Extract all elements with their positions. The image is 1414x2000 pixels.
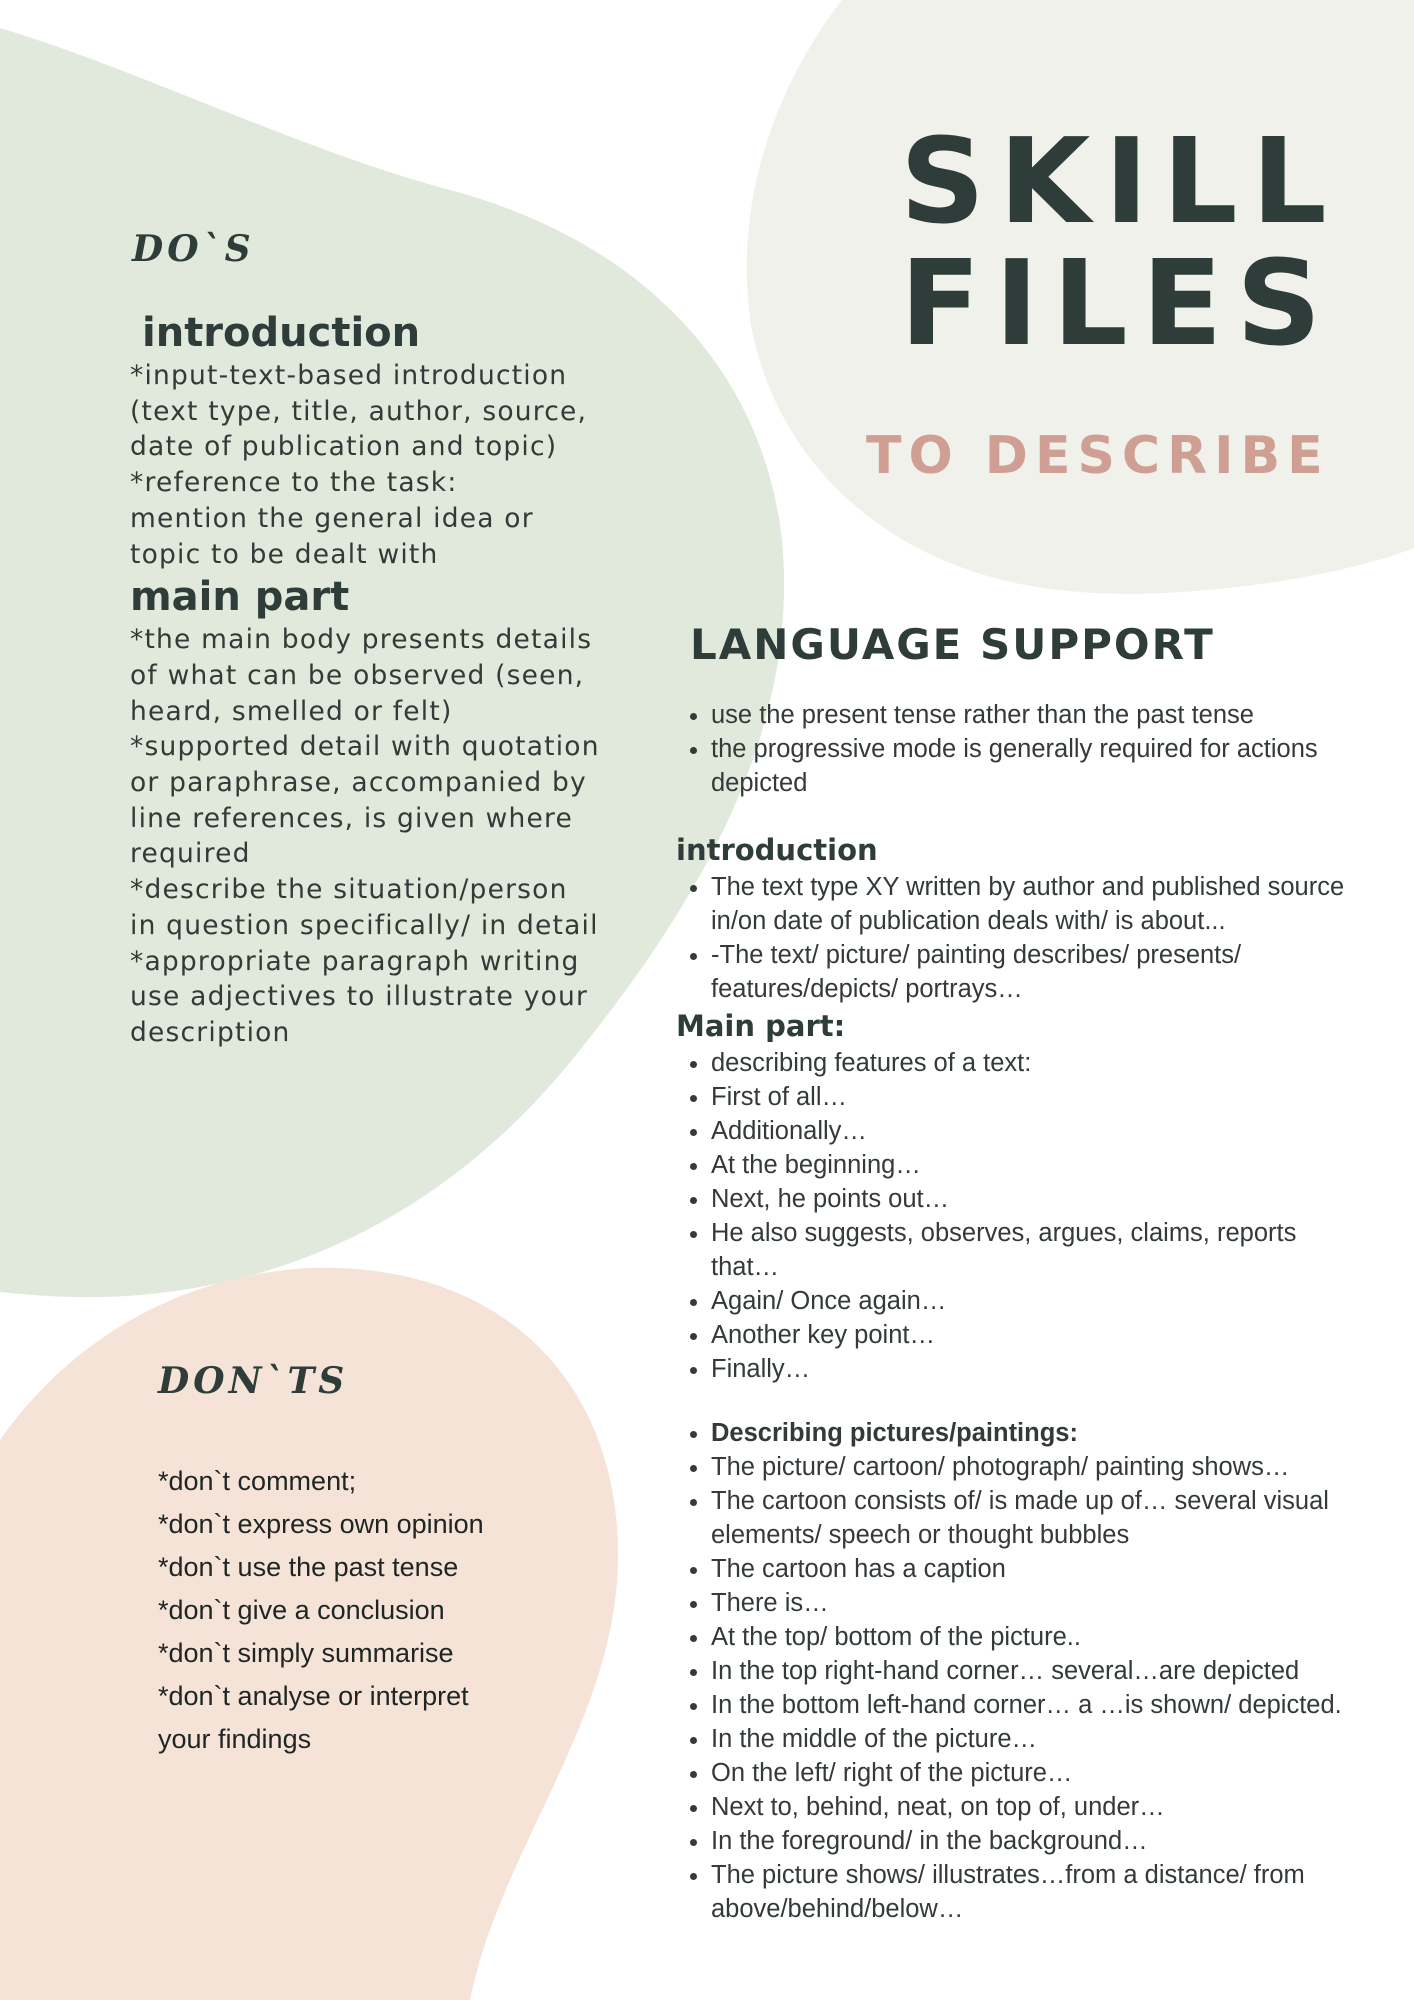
dos-main-line: *the main body presents details bbox=[130, 624, 593, 656]
dos-intro-line: (text type, title, author, source, bbox=[130, 395, 588, 427]
list-item: • The picture/ cartoon/ photograph/ painting shows… bbox=[711, 1450, 1356, 1484]
list-item: • The text type XY written by author and published source in/on date of publication deals with/ is about... bbox=[711, 870, 1356, 938]
list-item: • The cartoon has a caption bbox=[711, 1552, 1356, 1586]
dos-main-line: *describe the situation/person bbox=[130, 874, 568, 906]
list-item: • In the bottom left-hand corner… a …is shown/ depicted. bbox=[711, 1688, 1356, 1722]
list-item: • The picture shows/ illustrates…from a distance/ from above/behind/below… bbox=[711, 1858, 1356, 1926]
donts-item: *don`t analyse or interpret bbox=[158, 1681, 469, 1711]
list-item: • the progressive mode is generally required for actions depicted bbox=[711, 732, 1356, 800]
page-title bbox=[900, 112, 1370, 372]
dos-main-line: *supported detail with quotation bbox=[130, 731, 600, 763]
list-item: • describing features of a text: bbox=[711, 1046, 1356, 1080]
page-subtitle: TO DESCRIBE bbox=[866, 426, 1330, 486]
language-support-panel bbox=[676, 620, 1356, 1926]
language-main-heading: Main part: bbox=[676, 1009, 846, 1043]
dos-intro-line: *input-text-based introduction bbox=[130, 360, 568, 391]
donts-heading: DON`TS bbox=[158, 1360, 349, 1402]
list-item: • Next, he points out… bbox=[711, 1182, 1356, 1216]
list-item: • In the top right-hand corner… several…are depicted bbox=[711, 1654, 1356, 1688]
list-item: • At the top/ bottom of the picture.. bbox=[711, 1620, 1356, 1654]
dos-main-line: description bbox=[130, 1016, 291, 1048]
list-item: • At the beginning… bbox=[711, 1148, 1356, 1182]
donts-list bbox=[158, 1460, 578, 1761]
list-item: • In the middle of the picture… bbox=[711, 1722, 1356, 1756]
list-item: • The cartoon consists of/ is made up of… several visual elements/ speech or thought bubbles bbox=[711, 1484, 1356, 1552]
donts-panel bbox=[158, 1360, 578, 1761]
list-item: • -The text/ picture/ painting describes/ presents/ features/depicts/ portrays… bbox=[711, 938, 1356, 1006]
dos-main-line: or paraphrase, accompanied by bbox=[130, 767, 587, 799]
list-item: • In the foreground/ in the background… bbox=[711, 1824, 1356, 1858]
list-item: • Again/ Once again… bbox=[711, 1284, 1356, 1318]
intro-list bbox=[676, 870, 1356, 1006]
dos-main-line: *appropriate paragraph writing bbox=[130, 945, 580, 977]
language-intro-heading: introduction bbox=[676, 833, 878, 867]
list-item: • use the present tense rather than the past tense bbox=[711, 698, 1356, 732]
title-line-2: FILES bbox=[900, 234, 1336, 372]
pictures-list bbox=[676, 1416, 1356, 1926]
dos-intro-line: topic to be dealt with bbox=[130, 538, 439, 570]
dos-main-heading: main part bbox=[130, 574, 350, 621]
dos-main-line: heard, smelled or felt) bbox=[130, 695, 453, 727]
general-list bbox=[676, 698, 1356, 800]
donts-item: *don`t comment; bbox=[158, 1466, 357, 1496]
dos-main-line: of what can be observed (seen, bbox=[130, 659, 585, 691]
list-item: • On the left/ right of the picture… bbox=[711, 1756, 1356, 1790]
dos-intro-line: mention the general idea or bbox=[130, 502, 534, 534]
dos-heading: DO`S bbox=[132, 228, 255, 270]
dos-panel bbox=[130, 228, 600, 1051]
dos-main-line: required bbox=[130, 838, 251, 870]
dos-intro-line: *reference to the task: bbox=[130, 467, 458, 499]
list-item: • He also suggests, observes, argues, claims, reports that… bbox=[711, 1216, 1356, 1284]
dos-main-line: in question specifically/ in detail bbox=[130, 909, 599, 941]
dos-main-line: use adjectives to illustrate your bbox=[130, 981, 589, 1013]
list-item: • Another key point… bbox=[711, 1318, 1356, 1352]
donts-item: your findings bbox=[158, 1724, 312, 1754]
language-support-heading: LANGUAGE SUPPORT bbox=[690, 620, 1215, 669]
list-item: • Next to, behind, neat, on top of, under… bbox=[711, 1790, 1356, 1824]
pictures-heading: • Describing pictures/paintings: bbox=[711, 1416, 1356, 1450]
donts-item: *don`t express own opinion bbox=[158, 1509, 484, 1539]
donts-item: *don`t simply summarise bbox=[158, 1638, 454, 1668]
dos-main-line: line references, is given where bbox=[130, 802, 574, 834]
dos-intro-body bbox=[130, 358, 600, 572]
dos-intro-heading: introduction bbox=[142, 310, 421, 356]
dos-main-body bbox=[130, 622, 600, 1050]
dos-intro-line: date of publication and topic) bbox=[130, 431, 558, 463]
donts-item: *don`t use the past tense bbox=[158, 1552, 459, 1582]
donts-item: *don`t give a conclusion bbox=[158, 1595, 445, 1625]
title-line-1: SKILL bbox=[900, 112, 1341, 250]
list-item: • There is… bbox=[711, 1586, 1356, 1620]
list-item: • Additionally… bbox=[711, 1114, 1356, 1148]
list-item: • First of all… bbox=[711, 1080, 1356, 1114]
list-item: • Finally… bbox=[711, 1352, 1356, 1386]
main-list bbox=[676, 1046, 1356, 1386]
